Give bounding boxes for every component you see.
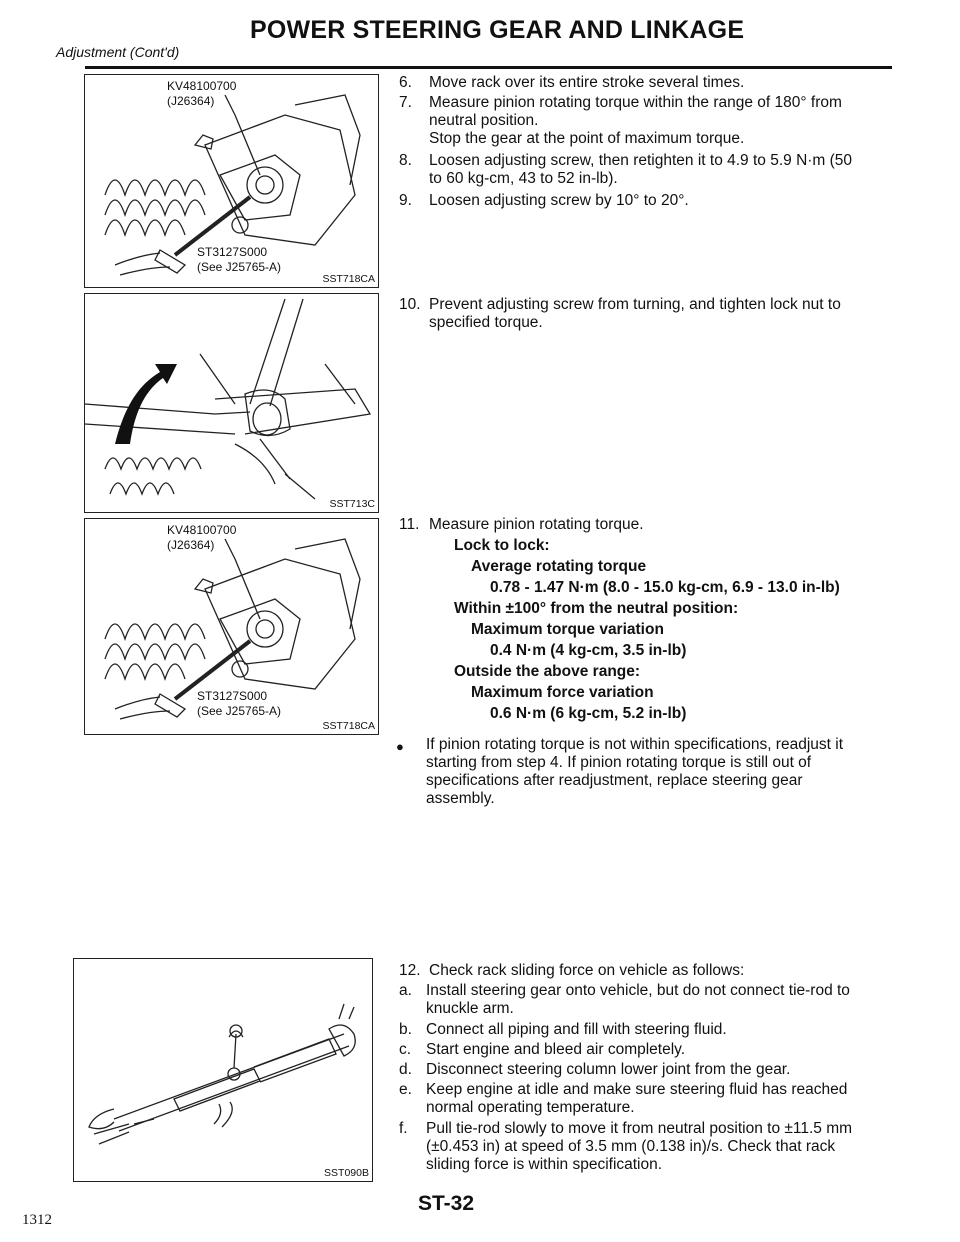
spec-average-torque: Average rotating torque bbox=[471, 558, 647, 575]
tool-label-j: (J26364) bbox=[167, 538, 215, 552]
substep-letter: c. bbox=[399, 1041, 412, 1058]
substep-line: normal operating temperature. bbox=[426, 1099, 635, 1116]
spec-within-range: Within ±100° from the neutral position: bbox=[454, 600, 739, 617]
spec-max-torque-variation: Maximum torque variation bbox=[471, 621, 664, 638]
step-number: 8. bbox=[399, 152, 412, 169]
spec-average-value: 0.78 - 1.47 N·m (8.0 - 15.0 kg-cm, 6.9 - 13.0 in-lb) bbox=[490, 579, 840, 596]
substep-line: Install steering gear onto vehicle, but do not connect tie-rod to bbox=[426, 982, 850, 999]
substep-line: Connect all piping and fill with steering fluid. bbox=[426, 1021, 727, 1038]
step-line: Prevent adjusting screw from turning, and tighten lock nut to bbox=[429, 296, 841, 313]
step-line: Check rack sliding force on vehicle as follows: bbox=[429, 962, 745, 979]
substep-line: Keep engine at idle and make sure steering fluid has reached bbox=[426, 1081, 848, 1098]
bullet-icon: ● bbox=[396, 739, 404, 754]
substep-letter: d. bbox=[399, 1061, 412, 1078]
figure-4-caption: SST090B bbox=[324, 1167, 369, 1179]
step-number: 9. bbox=[399, 192, 412, 209]
tool-label-see: (See J25765-A) bbox=[197, 704, 282, 718]
page-title: POWER STEERING GEAR AND LINKAGE bbox=[250, 16, 745, 44]
tool-label-st: ST3127S000 bbox=[197, 689, 268, 703]
step-number: 6. bbox=[399, 74, 412, 91]
tool-label-j: (J26364) bbox=[167, 94, 215, 108]
step-line: to 60 kg-cm, 43 to 52 in-lb). bbox=[429, 170, 618, 187]
substep-line: Pull tie-rod slowly to move it from neutral position to ±11.5 mm bbox=[426, 1120, 853, 1137]
spec-max-torque-value: 0.4 N·m (4 kg-cm, 3.5 in-lb) bbox=[490, 642, 687, 659]
step-number: 12. bbox=[399, 962, 421, 979]
figure-2-drawing bbox=[85, 294, 378, 512]
step-line: Measure pinion rotating torque. bbox=[429, 516, 644, 533]
step-line: Loosen adjusting screw, then retighten it to 4.9 to 5.9 N·m (50 bbox=[429, 152, 853, 169]
bullet-note bbox=[426, 736, 886, 808]
substep-line: (±0.453 in) at speed of 3.5 mm (0.138 in)/s. Check that rack bbox=[426, 1138, 836, 1155]
figure-3-caption: SST718CA bbox=[322, 720, 375, 732]
tool-label-st: ST3127S000 bbox=[197, 245, 268, 259]
figure-2 bbox=[84, 293, 379, 513]
header-rule bbox=[85, 66, 892, 69]
page-subtitle: Adjustment (Cont'd) bbox=[56, 44, 180, 60]
step-number: 7. bbox=[399, 94, 412, 111]
side-page-number: 1312 bbox=[22, 1212, 52, 1228]
step-line: Stop the gear at the point of maximum torque. bbox=[429, 130, 745, 147]
substep-line: Start engine and bleed air completely. bbox=[426, 1041, 686, 1058]
substep-letter: a. bbox=[399, 982, 412, 999]
spec-lock-to-lock: Lock to lock: bbox=[454, 537, 550, 554]
tool-label-kv: KV48100700 bbox=[167, 523, 237, 537]
figure-1-caption: SST718CA bbox=[322, 273, 375, 285]
spec-outside-range: Outside the above range: bbox=[454, 663, 641, 680]
note-line: If pinion rotating torque is not within specifications, readjust it bbox=[426, 736, 844, 753]
figure-4 bbox=[73, 958, 373, 1182]
substep-line: sliding force is within specification. bbox=[426, 1156, 663, 1173]
step-number: 11. bbox=[399, 516, 420, 533]
note-line: assembly. bbox=[426, 790, 495, 807]
substep-letter: f. bbox=[399, 1120, 408, 1137]
tool-label-see: (See J25765-A) bbox=[197, 260, 282, 274]
spec-max-force-variation: Maximum force variation bbox=[471, 684, 654, 701]
page-number: ST-32 bbox=[418, 1192, 475, 1215]
step-line: Loosen adjusting screw by 10° to 20°. bbox=[429, 192, 689, 209]
step-line: specified torque. bbox=[429, 314, 543, 331]
substep-line: Disconnect steering column lower joint from the gear. bbox=[426, 1061, 791, 1078]
step-line: neutral position. bbox=[429, 112, 539, 129]
figure-3 bbox=[84, 518, 379, 735]
substep-letter: e. bbox=[399, 1081, 412, 1098]
note-line: specifications after readjustment, replace steering gear bbox=[426, 772, 803, 789]
spec-max-force-value: 0.6 N·m (6 kg-cm, 5.2 in-lb) bbox=[490, 705, 687, 722]
figure-2-caption: SST713C bbox=[329, 498, 375, 510]
figure-4-drawing bbox=[74, 959, 372, 1181]
substep-line: knuckle arm. bbox=[426, 1000, 514, 1017]
substep-letter: b. bbox=[399, 1021, 412, 1038]
step-number: 10. bbox=[399, 296, 421, 313]
figure-1 bbox=[84, 74, 379, 288]
step-line: Move rack over its entire stroke several times. bbox=[429, 74, 745, 91]
step-line: Measure pinion rotating torque within the range of 180° from bbox=[429, 94, 842, 111]
note-line: starting from step 4. If pinion rotating torque is still out of bbox=[426, 754, 812, 771]
tool-label-kv: KV48100700 bbox=[167, 79, 237, 93]
rotation-arrow bbox=[115, 364, 177, 444]
